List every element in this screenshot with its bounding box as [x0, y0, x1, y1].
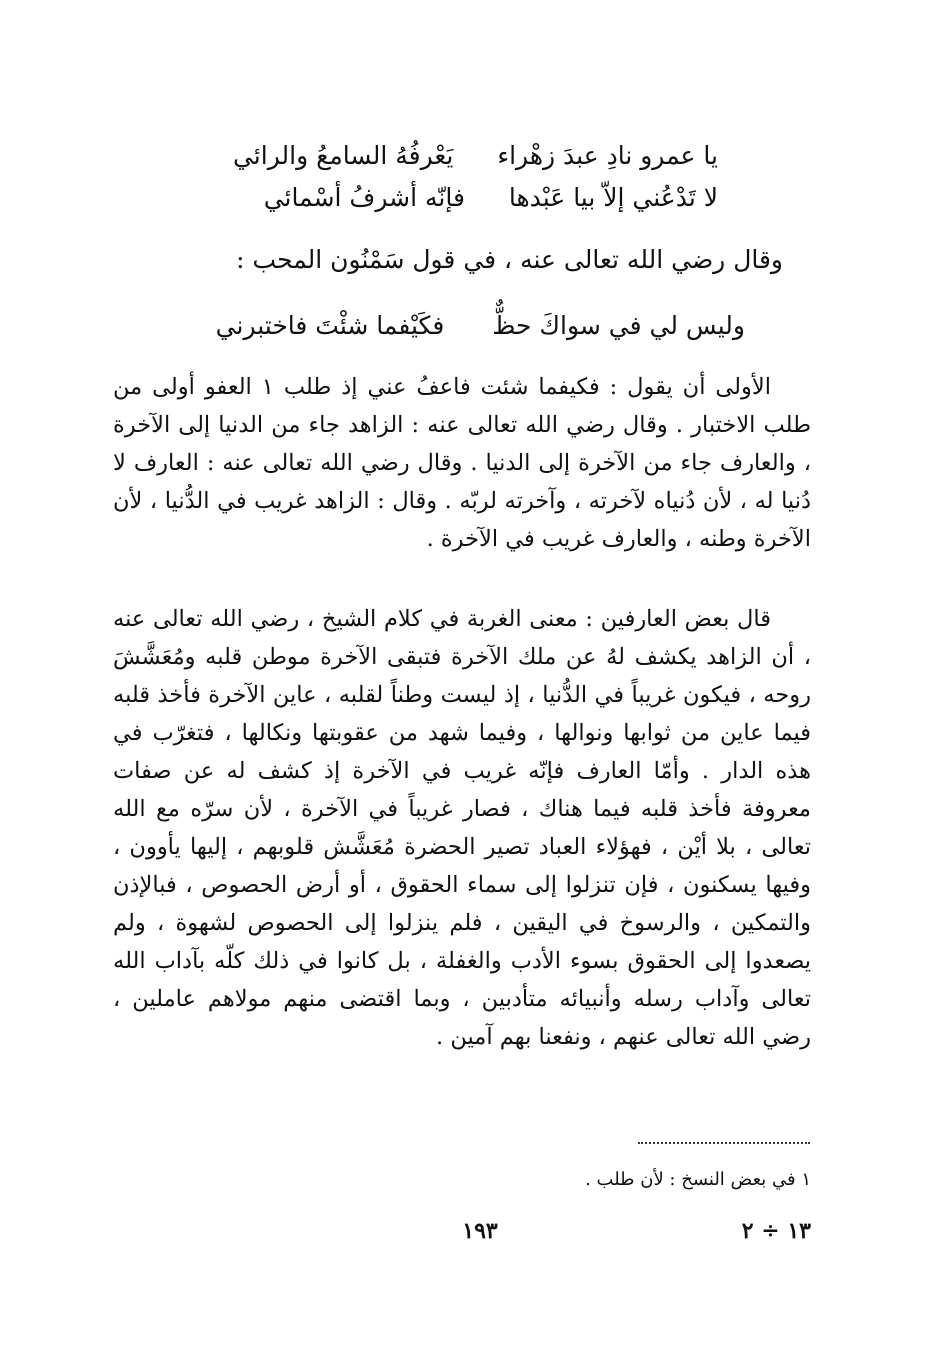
verse-line-2	[264, 180, 718, 216]
signature-mark: ١٣ ÷ ٢	[741, 1218, 811, 1244]
footnote-divider	[638, 1142, 810, 1144]
paragraph-2: قال بعض العارفين : معنى الغربة في كلام الشيخ ، رضي الله تعالى عنه ، أن الزاهد يكشف لهُ عن ملك الآخرة فتبقى الآخرة موطن قلبه ومُعَشَّشَ روحه ، فيكون غريباً في الدُّنيا ، إذ ليست وطناً لقلبه ، عاين الآخرة فأخذ قلبه فيما عاين من ثوابها ونوالها ، وفيما شهد من عقوبتها ونكالها ، فتغرّب في هذه الدار . وأمّا العارف فإنّه غريب في الآخرة إذ كشف له عن صفات معروفة فأخذ قلبه فيما هناك ، فصار غريباً في الآخرة ، لأن سرّه مع الله تعالى ، بلا أيْن ، فهؤلاء العباد تصير الحضرة مُعَشَّش قلوبهم ، إليها يأوون ، وفيها يسكنون ، فإن تنزلوا إلى سماء الحقوق ، أو أرض الحصوص ، فبالإذن والتمكين ، والرسوخ في اليقين ، فلم ينزلوا إلى الحصوص لشهوة ، ولم يصعدوا إلى الحقوق بسوء الأدب والغفلة ، بل كانوا في ذلك كلّه بآداب الله تعالى وآداب رسله وأنبيائه متأدبين ، وبما اقتضى منهم مولاهم عاملين ، رضي الله تعالى عنهم ، ونفعنا بهم آمين .	[113, 606, 811, 1050]
page-number: ١٩٣	[462, 1218, 498, 1244]
verse-line-3	[216, 308, 745, 344]
verse-3-first-hemistich: وليس لي في سواكَ حظٌّ	[492, 311, 745, 340]
verse-1-second-hemistich: يَعْرفُهُ السامعُ والرائي	[232, 141, 454, 170]
verse-1-first-hemistich: يا عمرو نادِ عبدَ زهْراء	[497, 141, 718, 170]
paragraph-1: الأولى أن يقول : فكيفما شئت فاعفُ عني إذ طلب ١ العفو أولى من طلب الاختبار . وقال رضي الله تعالى عنه : الزاهد جاء من الدنيا إلى الآخرة ، والعارف جاء من الآخرة إلى الدنيا . وقال رضي الله تعالى عنه : العارف لا دُنيا له ، لأن دُنياه لآخرته ، وآخرته لربّه . وقال : الزاهد غريب في الدُّنيا ، لأن الآخرة وطنه ، والعارف غريب في الآخرة .	[113, 374, 811, 552]
verse-2-first-hemistich: لا تَدْعُني إلاّ بيا عَبْدها	[508, 183, 718, 212]
verse-line-1	[233, 138, 718, 174]
verse-2-second-hemistich: فإنّه أشرفُ أسْمائي	[263, 183, 465, 212]
verse-3-second-hemistich: فكَيْفما شئْتَ فاختبرني	[215, 311, 445, 340]
intro-line: وقال رضي الله تعالى عنه ، في قول سَمْنُون المحب :	[236, 245, 783, 274]
footnote: ١ في بعض النسخ : لأن طلب .	[585, 1169, 811, 1190]
